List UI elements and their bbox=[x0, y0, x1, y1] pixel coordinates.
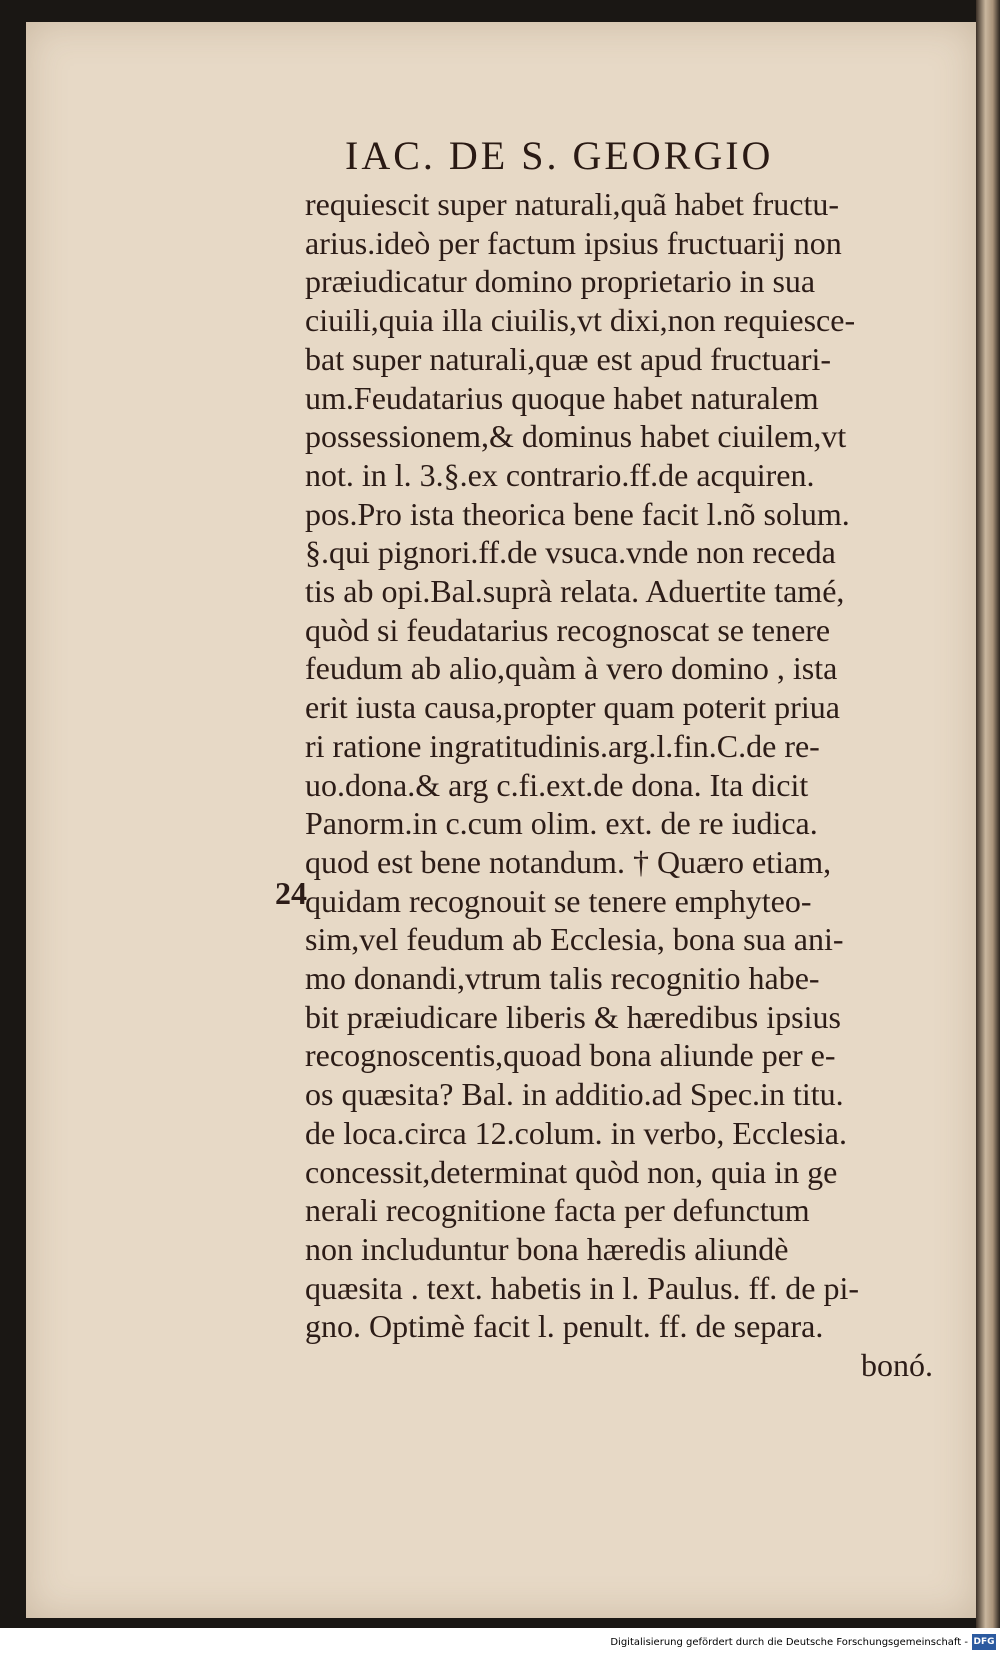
text-line: quæsita . text. habetis in l. Paulus. ff. de pi- bbox=[305, 1269, 860, 1306]
text-line: tis ab opi.Bal.suprà relata. Aduertite tamé, bbox=[305, 573, 845, 610]
text-line: de loca.circa 12.colum. in verbo, Ecclesia. bbox=[305, 1114, 847, 1151]
text-line: arius.ideò per factum ipsius fructuarij non bbox=[305, 224, 842, 261]
text-line: bat super naturali,quæ est apud fructuari- bbox=[305, 340, 832, 377]
text-line: §.qui pignori.ff.de vsuca.vnde non receda bbox=[305, 534, 836, 571]
text-line: concessit,determinat quòd non, quia in ge bbox=[305, 1153, 838, 1190]
text-line: erit iusta causa,propter quam poterit priua bbox=[305, 689, 840, 726]
text-line: uo.dona.& arg c.fi.ext.de dona. Ita dicit bbox=[305, 766, 809, 803]
dfg-logo: DFG bbox=[972, 1634, 996, 1650]
catchword: bonó. bbox=[861, 1347, 933, 1384]
text-line: quod est bene notandum. † Quæro etiam, bbox=[305, 843, 832, 880]
text-line: quidam recognouit se tenere emphyteo- bbox=[305, 882, 812, 919]
text-line: gno. Optimè facit l. penult. ff. de separa. bbox=[305, 1308, 824, 1345]
text-line: ri ratione ingratitudinis.arg.l.fin.C.de re- bbox=[305, 727, 820, 764]
text-line: Panorm.in c.cum olim. ext. de re iudica. bbox=[305, 805, 818, 842]
text-line: recognoscentis,quoad bona aliunde per e- bbox=[305, 1037, 836, 1074]
text-line: not. in l. 3.§.ex contrario.ff.de acquiren. bbox=[305, 456, 815, 493]
text-line: requiescit super naturali,quã habet fructu- bbox=[305, 186, 839, 222]
footer-credit: Digitalisierung gefördert durch die Deutsche Forschungsgemeinschaft - bbox=[610, 1637, 968, 1648]
text-line: quòd si feudatarius recognoscat se tenere bbox=[305, 611, 831, 648]
text-line: um.Feudatarius quoque habet naturalem bbox=[305, 379, 819, 416]
text-line: bit præiudicare liberis & hæredibus ipsius bbox=[305, 998, 841, 1035]
marginal-number: 24 bbox=[275, 875, 307, 911]
text-line: præiudicatur domino proprietario in sua bbox=[305, 263, 816, 300]
text-line: mo donandi,vtrum talis recognitio habe- bbox=[305, 960, 820, 997]
text-line: pos.Pro ista theorica bene facit l.nõ solum. bbox=[305, 495, 850, 532]
page-body-text bbox=[305, 185, 937, 1385]
text-line: non includuntur bona hæredis aliundè bbox=[305, 1230, 789, 1267]
running-head: IAC. DE S. GEORGIO bbox=[345, 133, 774, 178]
text-line: possessionem,& dominus habet ciuilem,vt bbox=[305, 418, 847, 455]
text-line: ciuili,quia illa ciuilis,vt dixi,non requiesce- bbox=[305, 302, 856, 339]
text-line: feudum ab alio,quàm à vero domino , ista bbox=[305, 650, 838, 687]
text-line: nerali recognitione facta per defunctum bbox=[305, 1192, 810, 1229]
book-edge bbox=[976, 0, 1000, 1628]
text-line: os quæsita? Bal. in additio.ad Spec.in titu. bbox=[305, 1076, 844, 1113]
text-line: sim,vel feudum ab Ecclesia, bona sua ani- bbox=[305, 921, 844, 958]
